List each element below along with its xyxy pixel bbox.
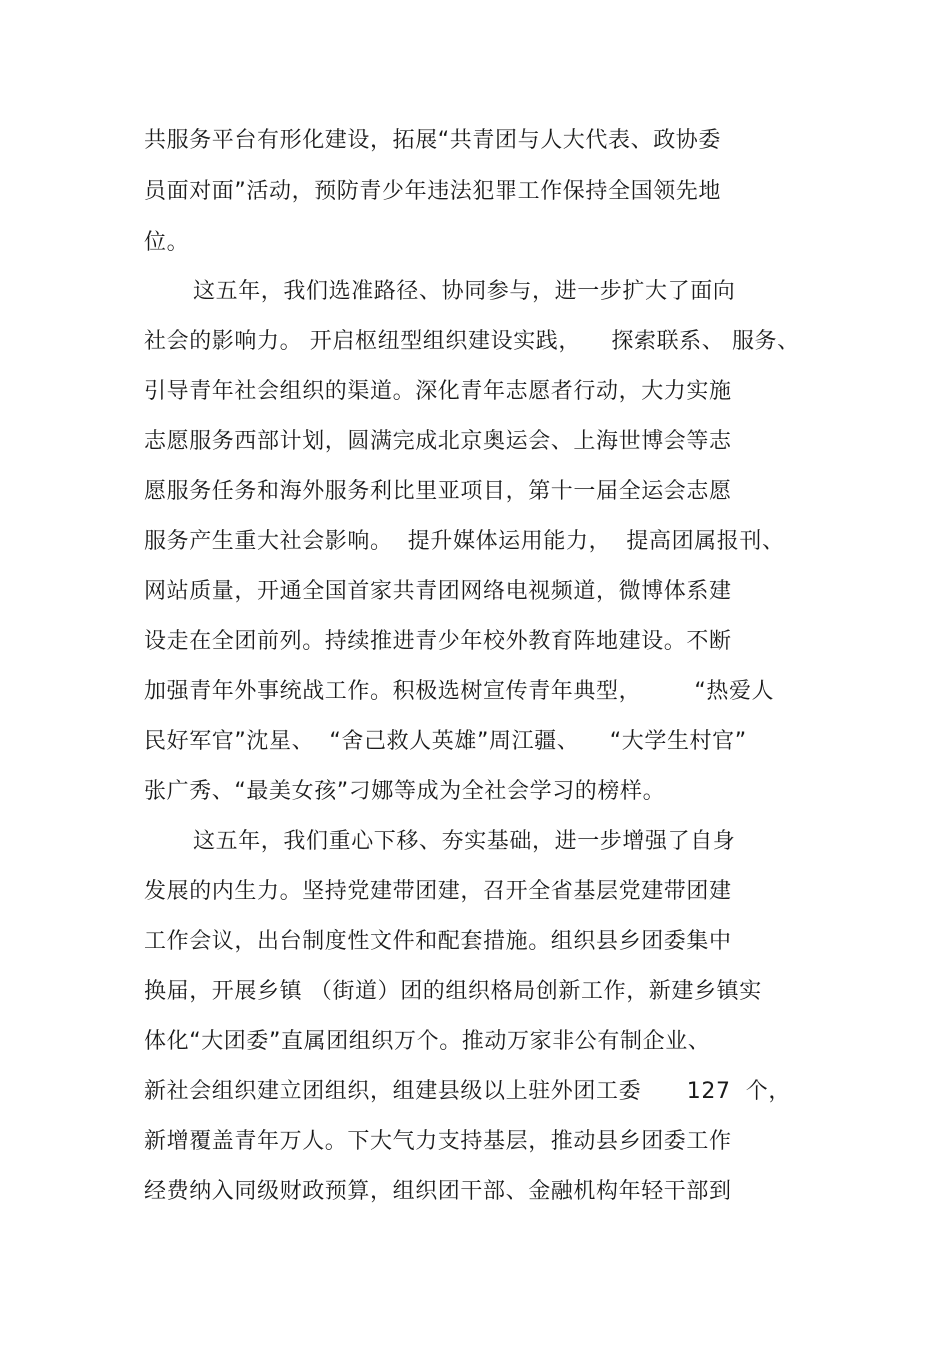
body-text-line: 社会的影响力。 开启枢纽型组织建设实践， 探索联系、 服务、 [144,329,800,354]
body-text-line: 网站质量，开通全国首家共青团网络电视频道，微博体系建 [144,579,732,604]
body-text-line: 新增覆盖青年万人。下大气力支持基层，推动县乡团委工作 [144,1129,732,1154]
paragraph-first-line: 这五年，我们重心下移、夯实基础，进一步增强了自身 [193,829,736,854]
body-text-line: 设走在全团前列。持续推进青少年校外教育阵地建设。不断 [144,629,732,654]
body-text-line: 服务产生重大社会影响。 提升媒体运用能力， 提高团属报刊、 [144,529,785,554]
body-text-line: 张广秀、“最美女孩”刁娜等成为全社会学习的榜样。 [144,779,666,804]
paragraph-first-line: 这五年，我们选准路径、协同参与，进一步扩大了面向 [193,279,736,304]
body-text-line: 民好军官”沈星、 “舍己救人英雄”周江疆、 “大学生村官” [144,729,747,754]
body-text-line: 愿服务任务和海外服务利比里亚项目，第十一届全运会志愿 [144,479,732,504]
body-text-line: 换届，开展乡镇 （街道）团的组织格局创新工作，新建乡镇实 [144,979,762,1004]
body-text-line: 经费纳入同级财政预算，组织团干部、金融机构年轻干部到 [144,1179,732,1204]
body-text-line: 位。 [144,230,190,255]
body-text-line: 新社会组织建立团组织，组建县级以上驻外团工委 127 个， [144,1079,791,1104]
body-text-line: 共服务平台有形化建设，拓展“共青团与人大代表、政协委 [144,128,721,153]
body-text-line: 引导青年社会组织的渠道。深化青年志愿者行动，大力实施 [144,379,732,404]
body-text-line: 志愿服务西部计划，圆满完成北京奥运会、上海世博会等志 [144,429,732,454]
body-text-line: 发展的内生力。坚持党建带团建，召开全省基层党建带团建 [144,879,732,904]
body-text-line: 员面对面”活动，预防青少年违法犯罪工作保持全国领先地 [144,179,721,204]
body-text-line: 体化“大团委”直属团组织万个。推动万家非公有制企业、 [144,1029,711,1054]
body-text-line: 加强青年外事统战工作。积极选树宣传青年典型， “热爱人 [144,679,775,704]
body-text-line: 工作会议，出台制度性文件和配套措施。组织县乡团委集中 [144,929,732,954]
